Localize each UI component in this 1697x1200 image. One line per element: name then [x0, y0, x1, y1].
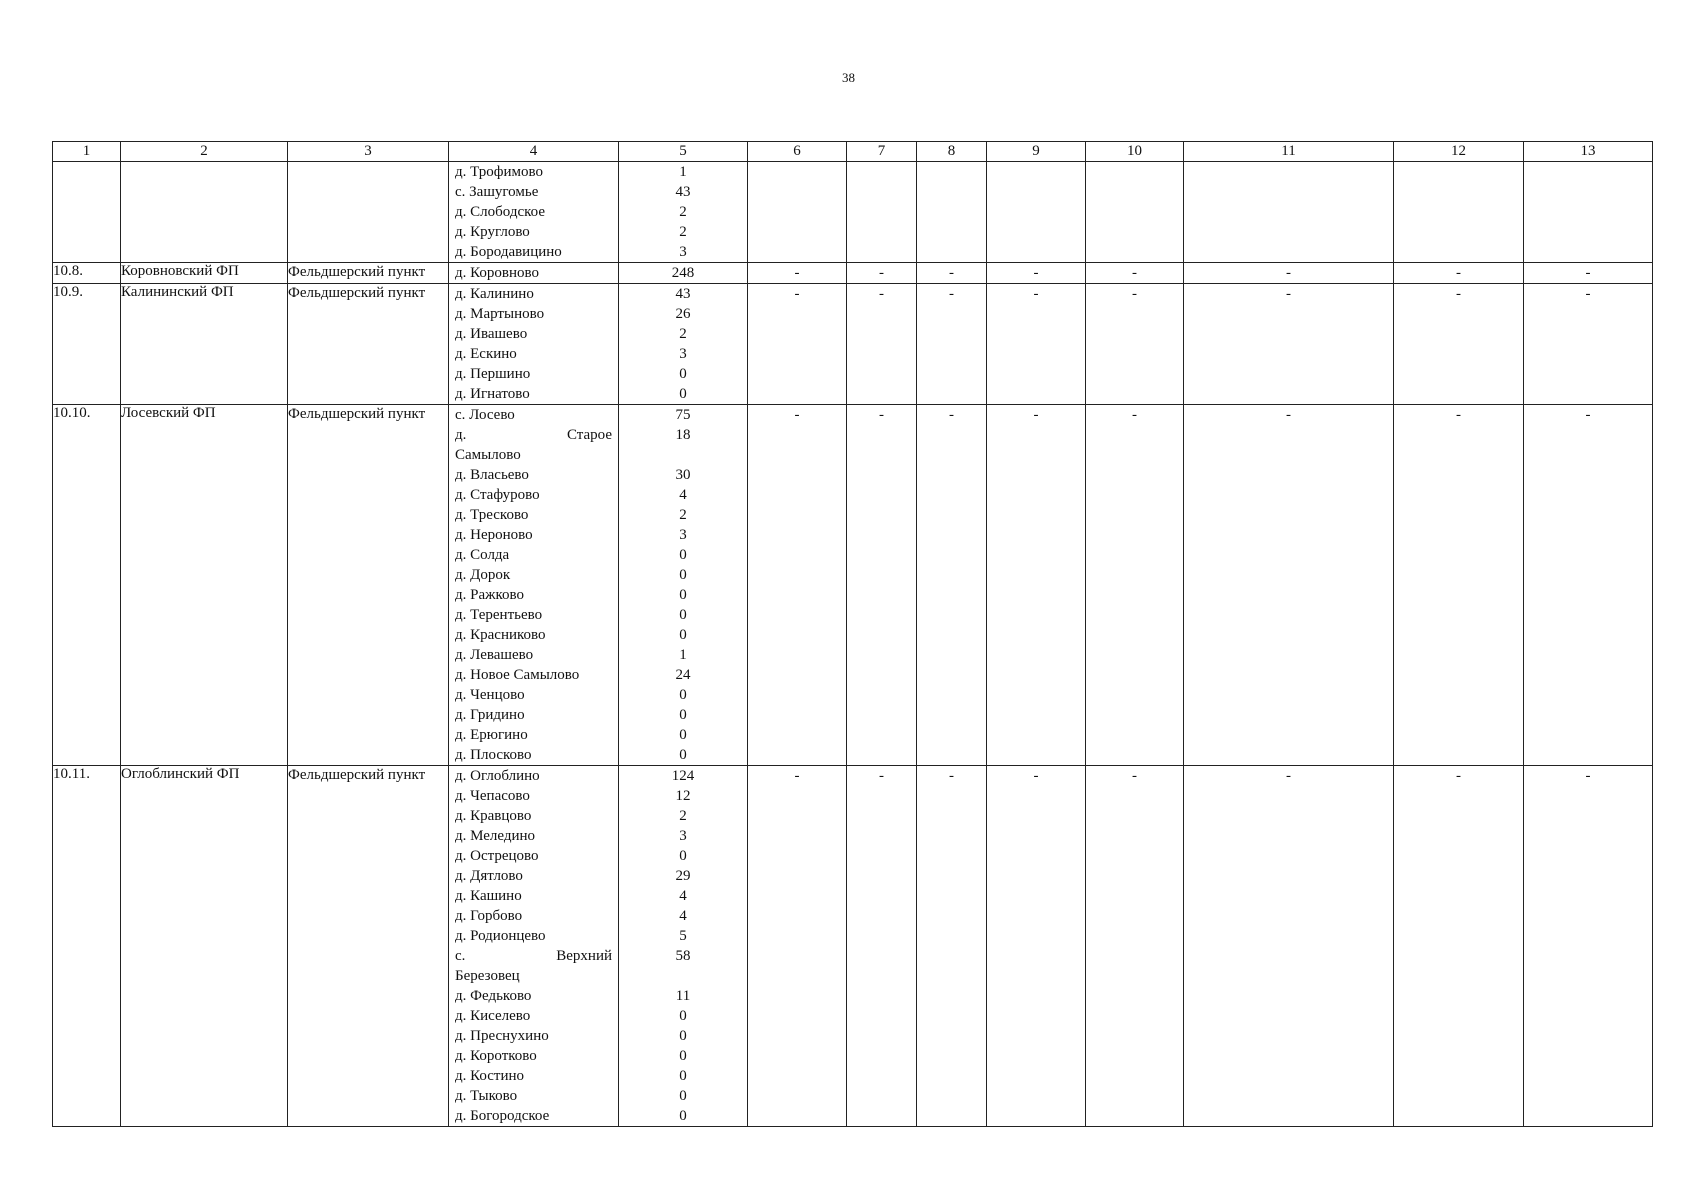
column-13-value: -: [1524, 405, 1653, 766]
facility-name: Оглоблинский ФП: [121, 766, 288, 1127]
column-13-value: -: [1524, 263, 1653, 284]
column-header-11: 11: [1184, 142, 1394, 162]
column-11-value: -: [1184, 405, 1394, 766]
settlement-name: д. Стафурово: [455, 487, 540, 503]
settlement-population: 0: [679, 1068, 687, 1084]
settlement-population: 2: [679, 507, 687, 523]
settlement-name: д. Тресково: [455, 507, 529, 523]
settlement-name: д. Чепасово: [455, 788, 530, 804]
settlement-population: 12: [675, 788, 691, 804]
settlement-population: 0: [679, 687, 687, 703]
settlement-name: д. Ескино: [455, 346, 517, 362]
table-body: [53, 162, 1653, 1127]
settlement-population: 18: [675, 427, 691, 443]
row-number: 10.9.: [53, 284, 121, 405]
column-8-value: -: [917, 263, 987, 284]
settlement-name: д. Тыково: [455, 1088, 518, 1104]
facility-name: Лосевский ФП: [121, 405, 288, 766]
settlement-population: 2: [679, 808, 687, 824]
settlement-name: д. Мартыново: [455, 306, 545, 322]
settlement-population: 0: [679, 386, 687, 402]
settlement-population: 4: [679, 888, 687, 904]
settlement-population: 2: [679, 204, 687, 220]
facility-name: Коровновский ФП: [121, 263, 288, 284]
column-10-value: -: [1086, 263, 1184, 284]
settlement-population: 0: [679, 547, 687, 563]
column-12-value: -: [1394, 766, 1524, 1127]
column-11-value: [1184, 162, 1394, 263]
population-list: [619, 263, 748, 284]
column-10-value: -: [1086, 284, 1184, 405]
settlement-name: д. Новое Самылово: [455, 667, 580, 683]
settlement-name: д. Игнатово: [455, 386, 530, 402]
row-number: 10.11.: [53, 766, 121, 1127]
settlement-list: [449, 263, 619, 284]
facility-name: Калининский ФП: [121, 284, 288, 405]
page-number: 38: [842, 70, 855, 85]
settlement-name: с. Верхний Березовец: [455, 948, 612, 984]
settlement-population: 2: [679, 224, 687, 240]
settlement-population: 43: [675, 286, 691, 302]
settlement-name: д. Киселево: [455, 1008, 531, 1024]
column-12-value: -: [1394, 263, 1524, 284]
settlement-population: 26: [675, 306, 691, 322]
column-6-value: -: [748, 766, 847, 1127]
column-7-value: -: [847, 766, 917, 1127]
column-7-value: [847, 162, 917, 263]
settlement-name: д. Терентьево: [455, 607, 543, 623]
settlement-name: д. Коротково: [455, 1048, 537, 1064]
settlement-population: 1: [679, 164, 687, 180]
settlement-name: с. Зашугомье: [455, 184, 539, 200]
column-11-value: -: [1184, 766, 1394, 1127]
column-11-value: -: [1184, 263, 1394, 284]
settlement-population: 248: [671, 265, 695, 281]
column-7-value: -: [847, 263, 917, 284]
column-9-value: [987, 162, 1086, 263]
settlement-name: д. Преснухино: [455, 1028, 549, 1044]
facility-type: Фельдшерский пункт: [288, 263, 449, 284]
settlement-name: д. Богородское: [455, 1108, 550, 1124]
settlement-population: 3: [679, 346, 687, 362]
column-12-value: -: [1394, 284, 1524, 405]
settlement-population: 0: [679, 1088, 687, 1104]
column-8-value: -: [917, 284, 987, 405]
settlement-name: д. Левашево: [455, 647, 534, 663]
table-row: [53, 284, 1653, 405]
header-row: [53, 142, 1653, 162]
settlement-population: 0: [679, 1028, 687, 1044]
settlement-population: 5: [679, 928, 687, 944]
settlement-name: д. Слободское: [455, 204, 545, 220]
facility-type: [288, 162, 449, 263]
table-row: [53, 405, 1653, 766]
column-8-value: -: [917, 405, 987, 766]
settlement-name: д. Солда: [455, 547, 510, 563]
settlement-name: д. Нероново: [455, 527, 533, 543]
table-row: [53, 263, 1653, 284]
settlement-population: 0: [679, 707, 687, 723]
settlement-name: с. Лосево: [455, 407, 515, 423]
column-11-value: -: [1184, 284, 1394, 405]
settlement-name: д. Костино: [455, 1068, 525, 1084]
settlement-list: [449, 284, 619, 405]
column-header-13: 13: [1524, 142, 1653, 162]
settlement-name: д. Гридино: [455, 707, 525, 723]
table-row: [53, 766, 1653, 1127]
column-8-value: [917, 162, 987, 263]
settlement-population: 0: [679, 607, 687, 623]
column-header-4: 4: [449, 142, 619, 162]
column-header-3: 3: [288, 142, 449, 162]
facility-type: Фельдшерский пункт: [288, 766, 449, 1127]
column-8-value: -: [917, 766, 987, 1127]
column-6-value: -: [748, 405, 847, 766]
settlement-population: 0: [679, 1108, 687, 1124]
row-number: [53, 162, 121, 263]
column-13-value: -: [1524, 766, 1653, 1127]
settlement-name: д. Красниково: [455, 627, 546, 643]
facility-type: Фельдшерский пункт: [288, 284, 449, 405]
settlement-population: 3: [679, 244, 687, 260]
column-header-9: 9: [987, 142, 1086, 162]
column-header-7: 7: [847, 142, 917, 162]
column-header-10: 10: [1086, 142, 1184, 162]
settlement-population: 0: [679, 1048, 687, 1064]
settlement-name: д. Власьево: [455, 467, 529, 483]
settlement-name: д. Бородавицино: [455, 244, 562, 260]
settlement-name: д. Трофимово: [455, 164, 543, 180]
population-list: [619, 766, 748, 1127]
settlement-population: 124: [671, 768, 695, 784]
settlement-population: 11: [675, 988, 691, 1004]
row-number: 10.8.: [53, 263, 121, 284]
row-number: 10.10.: [53, 405, 121, 766]
settlement-name: д. Федьково: [455, 988, 532, 1004]
column-header-1: 1: [53, 142, 121, 162]
column-9-value: -: [987, 405, 1086, 766]
settlement-name: д. Ченцово: [455, 687, 525, 703]
settlement-name: д. Дорок: [455, 567, 511, 583]
facility-name: [121, 162, 288, 263]
column-9-value: -: [987, 263, 1086, 284]
settlement-population: 3: [679, 527, 687, 543]
settlement-population: 2: [679, 326, 687, 342]
settlement-name: д. Родионцево: [455, 928, 546, 944]
settlement-list: [449, 766, 619, 1127]
settlement-population: 4: [679, 908, 687, 924]
column-9-value: -: [987, 284, 1086, 405]
settlement-name: д. Ражково: [455, 587, 525, 603]
settlement-population: 0: [679, 366, 687, 382]
settlement-name: д. Кашино: [455, 888, 522, 904]
population-list: [619, 162, 748, 263]
settlement-name: д. Оглоблино: [455, 768, 540, 784]
settlement-name: д. Першино: [455, 366, 531, 382]
column-9-value: -: [987, 766, 1086, 1127]
column-header-8: 8: [917, 142, 987, 162]
column-7-value: -: [847, 405, 917, 766]
column-12-value: [1394, 162, 1524, 263]
settlement-population: 4: [679, 487, 687, 503]
settlement-population: 75: [675, 407, 691, 423]
settlement-name: д. Круглово: [455, 224, 530, 240]
settlement-population: 43: [675, 184, 691, 200]
settlement-name: д. Коровново: [455, 265, 539, 281]
column-header-2: 2: [121, 142, 288, 162]
column-13-value: -: [1524, 284, 1653, 405]
settlement-list: [449, 405, 619, 766]
settlement-population: 24: [675, 667, 691, 683]
column-header-5: 5: [619, 142, 748, 162]
column-6-value: [748, 162, 847, 263]
settlement-name: д. Ерюгино: [455, 727, 528, 743]
column-10-value: [1086, 162, 1184, 263]
settlement-population: 29: [675, 868, 691, 884]
settlement-name: д. Старое Самылово: [455, 427, 612, 463]
facility-type: Фельдшерский пункт: [288, 405, 449, 766]
column-6-value: -: [748, 263, 847, 284]
population-list: [619, 284, 748, 405]
table-row: [53, 162, 1653, 263]
settlement-population: 0: [679, 1008, 687, 1024]
settlement-name: д. Плосково: [455, 747, 532, 763]
settlement-name: д. Дятлово: [455, 868, 523, 884]
settlement-name: д. Острецово: [455, 848, 539, 864]
column-10-value: -: [1086, 766, 1184, 1127]
column-header-6: 6: [748, 142, 847, 162]
settlement-population: 0: [679, 727, 687, 743]
column-10-value: -: [1086, 405, 1184, 766]
column-header-12: 12: [1394, 142, 1524, 162]
settlement-population: 30: [675, 467, 691, 483]
population-list: [619, 405, 748, 766]
column-13-value: [1524, 162, 1653, 263]
column-6-value: -: [748, 284, 847, 405]
settlement-name: д. Кравцово: [455, 808, 532, 824]
settlement-list: [449, 162, 619, 263]
settlement-population: 0: [679, 747, 687, 763]
settlement-population: 0: [679, 587, 687, 603]
settlement-population: 0: [679, 567, 687, 583]
facilities-table: [52, 141, 1653, 1127]
settlement-name: д. Калинино: [455, 286, 534, 302]
settlement-name: д. Ивашево: [455, 326, 528, 342]
column-7-value: -: [847, 284, 917, 405]
settlement-population: 3: [679, 828, 687, 844]
settlement-population: 0: [679, 627, 687, 643]
settlement-population: 58: [675, 948, 691, 964]
column-12-value: -: [1394, 405, 1524, 766]
settlement-name: д. Горбово: [455, 908, 523, 924]
settlement-population: 1: [679, 647, 687, 663]
settlement-population: 0: [679, 848, 687, 864]
settlement-name: д. Меледино: [455, 828, 536, 844]
